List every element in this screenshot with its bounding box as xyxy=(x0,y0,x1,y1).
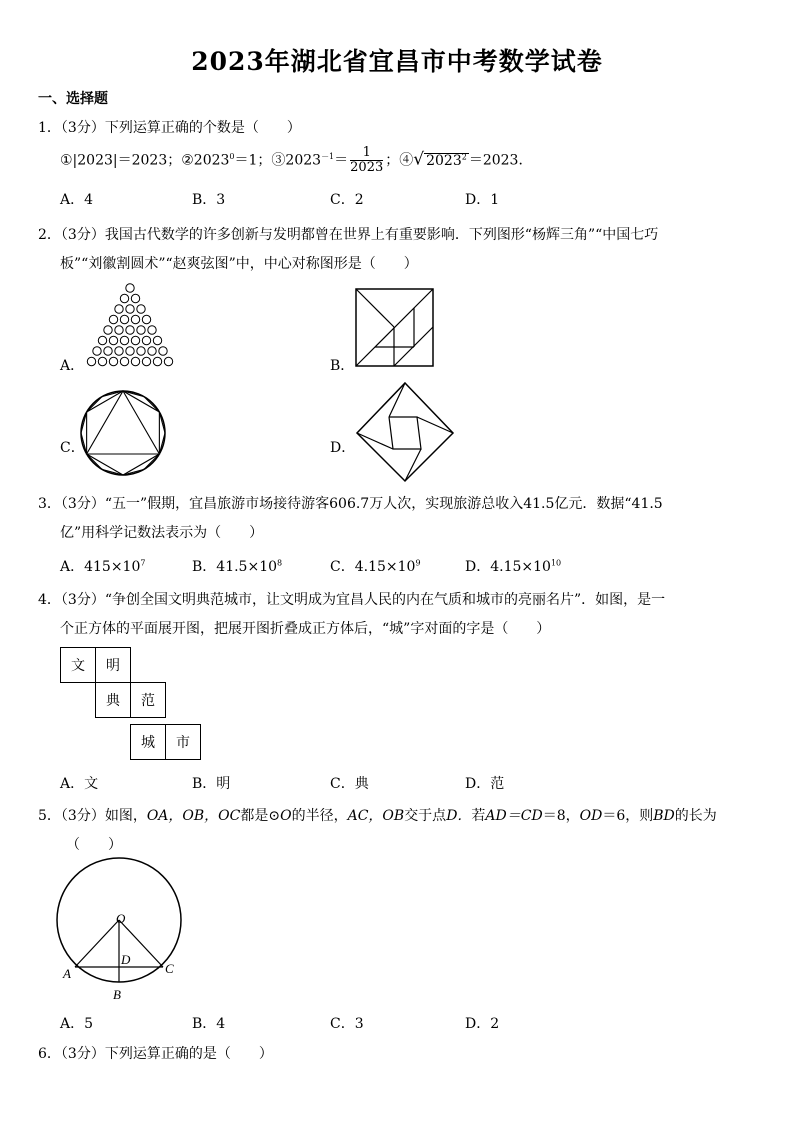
triangle-dot xyxy=(126,284,134,292)
triangle-dot xyxy=(131,315,139,323)
q4-option-c: C．典 xyxy=(330,776,369,792)
triangle-dot xyxy=(115,326,123,334)
q1-option-b: B．3 xyxy=(192,192,226,208)
triangle-dot xyxy=(153,357,161,365)
q2-label-c: C． xyxy=(60,440,85,456)
label-b: B xyxy=(113,987,121,1002)
q2-label-b: B． xyxy=(330,358,355,374)
hexagon xyxy=(87,391,160,475)
liuhui-circle-figure xyxy=(80,388,170,478)
triangle-dot xyxy=(148,347,156,355)
q2-label-d: D． xyxy=(330,440,356,456)
label-o: O xyxy=(116,911,126,926)
q5-option-a: A．5 xyxy=(60,1016,94,1032)
q1-option-a: A．4 xyxy=(60,192,94,208)
triangle-dot xyxy=(109,357,117,365)
triangle-dot xyxy=(104,326,112,334)
triangle-dot xyxy=(142,336,150,344)
net-cell: 城 xyxy=(130,724,166,760)
triangle-dot xyxy=(137,326,145,334)
triangle-dot xyxy=(126,347,134,355)
q3-option-a: A．$415\times 10^7$ xyxy=(60,558,146,575)
circle-geometry-figure xyxy=(55,855,185,1005)
triangle-dot xyxy=(87,357,95,365)
triangle-dot xyxy=(131,357,139,365)
label-a: A xyxy=(63,966,71,981)
q5-option-b: B．4 xyxy=(192,1016,226,1032)
q3-option-b: B．$41.5\times 10^8$ xyxy=(192,558,283,575)
q1-option-d: D．1 xyxy=(465,192,500,208)
q2-stem-line1: 2．（3分）我国古代数学的许多创新与发明都曾在世界上有重要影响．下列图形“杨辉三角”“中国七巧 xyxy=(38,227,659,243)
triangle-dot xyxy=(120,336,128,344)
triangle-dot xyxy=(131,294,139,302)
triangle-dot xyxy=(98,357,106,365)
triangle-dot xyxy=(126,326,134,334)
q5-option-c: C．3 xyxy=(330,1016,364,1032)
triangle-dot xyxy=(142,315,150,323)
triangle-dot xyxy=(126,305,134,313)
q4-option-d: D．范 xyxy=(465,776,505,792)
q5-option-d: D．2 xyxy=(465,1016,500,1032)
q2-label-a: A． xyxy=(60,358,85,374)
q1-sqrt: 2023$^2$ xyxy=(426,151,467,169)
q2-stem-line2: 板”“刘徽割圆术”“赵爽弦图”中，中心对称图形是（ ） xyxy=(60,256,418,272)
q3-option-d: D．$4.15\times 10^{10}$ xyxy=(465,558,562,575)
outer-circle xyxy=(81,391,165,475)
triangle-dot xyxy=(137,347,145,355)
triangle-dot xyxy=(137,305,145,313)
q4-option-b: B．明 xyxy=(192,776,231,792)
tangram-figure xyxy=(356,289,436,369)
net-cell: 文 xyxy=(60,647,96,683)
triangle-dot xyxy=(164,357,172,365)
q4-option-a: A．文 xyxy=(60,776,99,792)
page-title: 2023年湖北省宜昌市中考数学试卷 xyxy=(191,47,603,76)
section-heading: 一、选择题 xyxy=(38,91,108,107)
q3-stem-line1: 3．（3分）“五一”假期，宜昌旅游市场接待游客606.7万人次，实现旅游总收入41.5亿元．数据“41.5 xyxy=(38,496,663,512)
triangle-dot xyxy=(142,357,150,365)
triangle-dot xyxy=(104,347,112,355)
net-cell: 明 xyxy=(95,647,131,683)
triangle-dot xyxy=(120,294,128,302)
triangle-dot xyxy=(120,315,128,323)
triangle-dot xyxy=(93,347,101,355)
triangle-dot xyxy=(148,326,156,334)
q1-fraction: $\frac{1}{2023}$ xyxy=(350,145,384,175)
triangle-dot xyxy=(131,336,139,344)
triangle-dot xyxy=(98,336,106,344)
yanghui-triangle-figure xyxy=(80,282,180,368)
q1-stem: 1．（3分）下列运算正确的个数是（ ） xyxy=(38,120,301,136)
q4-stem-line2: 个正方体的平面展开图，把展开图折叠成正方体后，“城”字对面的字是（ ） xyxy=(60,621,551,637)
q3-stem-line2: 亿”用科学记数法表示为（ ） xyxy=(60,525,264,541)
triangle-dot xyxy=(109,315,117,323)
q4-stem-line1: 4．（3分）“争创全国文明典范城市，让文明成为宜昌人民的内在气质和城市的亮丽名片”．如图，是一 xyxy=(38,592,666,608)
label-d: D xyxy=(121,952,131,967)
triangle-dot xyxy=(153,336,161,344)
triangle-dot xyxy=(159,347,167,355)
triangle-dot xyxy=(120,357,128,365)
triangle-dot xyxy=(115,347,123,355)
triangle-dot xyxy=(115,305,123,313)
q6-stem: 6．（3分）下列运算正确的是（ ） xyxy=(38,1046,273,1062)
net-cell: 市 xyxy=(165,724,201,760)
net-cell: 范 xyxy=(130,682,166,718)
label-c: C xyxy=(165,961,174,976)
q1-expression: ①|2023|＝2023；$②2023^0=1$；$③2023^{-1}=$ $\frac{1}{2023}$ ；④√ $2023^2 =2023$． xyxy=(60,145,533,175)
q3-option-c: C．$4.15\times 10^9$ xyxy=(330,558,421,575)
q5-stem-line1: 5．（3分）如图，OA，OB，OC都是⊙O的半径，AC，OB交于点D．若AD＝CD＝8，OD＝6，则BD的长为 xyxy=(38,808,717,824)
q1-option-c: C．2 xyxy=(330,192,364,208)
net-cell: 典 xyxy=(95,682,131,718)
zhaoshuang-figure xyxy=(355,383,455,483)
q5-stem-line2: （ ） xyxy=(66,837,122,853)
triangle-dot xyxy=(109,336,117,344)
